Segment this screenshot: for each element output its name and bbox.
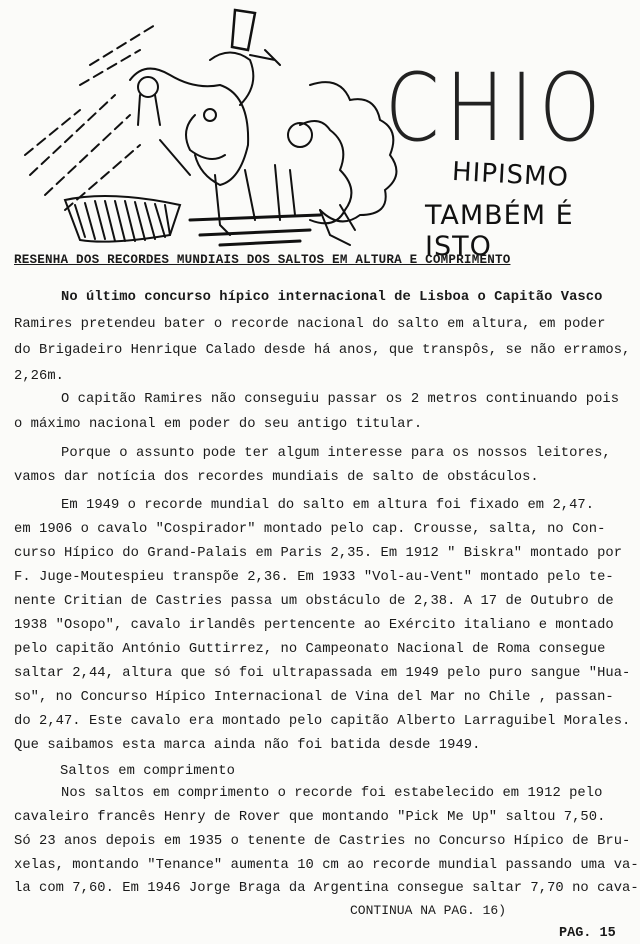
continuation-note: CONTINUA NA PAG. 16) bbox=[350, 903, 507, 918]
article-title: RESENHA DOS RECORDES MUNDIAIS DOS SALTOS EM ALTURA E COMPRIMENTO bbox=[14, 253, 511, 267]
text-line: do 2,47. Este cavalo era montado pelo capitão Alberto Larraguibel Morales. bbox=[14, 714, 631, 729]
text-line: do Brigadeiro Henrique Calado desde há anos, que transpôs, se não erramos, bbox=[14, 343, 631, 358]
text-line: Porque o assunto pode ter algum interesse para os nossos leitores, bbox=[61, 446, 611, 461]
horse-jumping-illustration bbox=[20, 5, 440, 250]
text-line: curso Hípico do Grand-Palais em Paris 2,35. Em 1912 " Biskra" montado por bbox=[14, 546, 623, 561]
text-line: cavaleiro francês Henry de Rover que montando "Pick Me Up" saltou 7,50. bbox=[14, 810, 606, 825]
text-line: Que saibamos esta marca ainda não foi batida desde 1949. bbox=[14, 738, 481, 753]
slogan-tambem-e-isto: TAMBÉM É ISTO bbox=[425, 200, 574, 262]
text-line: Ramires pretendeu bater o recorde nacional do salto em altura, em poder bbox=[14, 317, 606, 332]
subheading-saltos-em-comprimento: Saltos em comprimento bbox=[60, 764, 235, 779]
text-line: nente Critian de Castries passa um obstáculo de 2,38. A 17 de Outubro de bbox=[14, 594, 614, 609]
text-line: Só 23 anos depois em 1935 o tenente de Castries no Concurso Hípico de Bru- bbox=[14, 834, 631, 849]
text-line: so", no Concurso Hípico Internacional de Vina del Mar no Chile , passan- bbox=[14, 690, 614, 705]
text-line: vamos dar notícia dos recordes mundiais de salto de obstáculos. bbox=[14, 470, 539, 485]
page-number: PAG. 15 bbox=[559, 926, 616, 941]
text-line: saltar 2,44, altura que só foi ultrapassada em 1949 pelo puro sangue "Hua- bbox=[14, 666, 631, 681]
text-line: O capitão Ramires não conseguiu passar os 2 metros continuando pois bbox=[61, 392, 620, 407]
text-line: 1938 "Osopo", cavalo irlandês pertencente ao Exército italiano e montado bbox=[14, 618, 614, 633]
text-line: 2,26m. bbox=[14, 369, 64, 384]
slogan-hipismo: HIPISMO bbox=[451, 156, 570, 194]
text-line: xelas, montando "Tenance" aumenta 10 cm ao recorde mundial passando uma va- bbox=[14, 858, 639, 873]
text-line: No último concurso hípico internacional de Lisboa o Capitão Vasco bbox=[61, 290, 603, 305]
text-line: o máximo nacional em poder do seu antigo titular. bbox=[14, 417, 423, 432]
text-line: Nos saltos em comprimento o recorde foi estabelecido em 1912 pelo bbox=[61, 786, 603, 801]
chio-logo: CHIO bbox=[385, 55, 607, 163]
text-line: F. Juge-Moutespieu transpõe 2,36. Em 1933 "Vol-au-Vent" montado pelo te- bbox=[14, 570, 614, 585]
text-line: em 1906 o cavalo "Cospirador" montado pelo cap. Crousse, salta, no Con- bbox=[14, 522, 606, 537]
text-line: Em 1949 o recorde mundial do salto em altura foi fixado em 2,47. bbox=[61, 498, 595, 513]
text-line: pelo capitão António Guttirrez, no Campeonato Nacional de Roma consegue bbox=[14, 642, 606, 657]
text-line: la com 7,60. Em 1946 Jorge Braga da Argentina consegue saltar 7,70 no cava- bbox=[14, 881, 639, 896]
